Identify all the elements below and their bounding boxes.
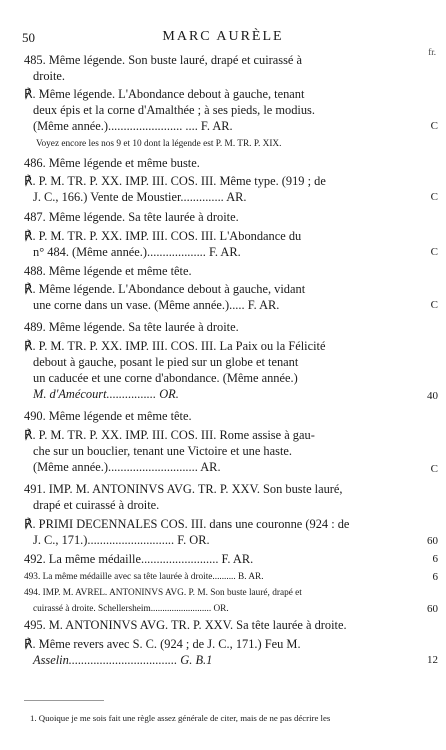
entry-value: C [430, 463, 438, 475]
entry-486 [24, 155, 416, 171]
entry-489-reverse [24, 338, 438, 402]
entry-line: ℟. P. M. TR. P. XX. IMP. III. COS. III. Rome assise à gau- [24, 428, 315, 442]
entry-487 [24, 209, 416, 225]
entry-line: drapé et cuirassé à droite. [33, 498, 160, 512]
entry-485-reverse [24, 86, 438, 134]
entry-line: droite. [33, 69, 65, 83]
entry-line: M. d'Amécourt................ OR. [33, 387, 179, 401]
entry-492 [24, 551, 438, 567]
entry-line: 485. Même légende. Son buste lauré, drapé et cuirassé à [24, 53, 303, 67]
entry-value: 12 [427, 654, 438, 666]
entry-line: n° 484. (Même année.)................... F. AR. [33, 245, 241, 259]
entry-line: 488. Même légende et même tête. [24, 264, 192, 278]
entry-line: une corne dans un vase. (Même année.)..... F. AR. [33, 298, 280, 312]
entry-line: 490. Même légende et même tête. [24, 409, 192, 423]
entry-488-reverse [24, 281, 438, 313]
entry-line: debout à gauche, posant le pied sur un globe et tenant [33, 355, 299, 369]
entry-495 [24, 617, 416, 633]
entry-line: Asselin................................... G. B.1 [33, 653, 213, 667]
entry-value: 6 [432, 553, 438, 565]
entry-line: ℟. Même revers avec S. C. (924 ; de J. C., 171.) Feu M. [24, 637, 301, 651]
entry-485 [24, 52, 416, 84]
entry-493 [24, 569, 438, 585]
entry-line: cuirassé à droite. Schellersheim.......................... OR. [33, 604, 229, 614]
entry-494 [24, 585, 438, 617]
entry-488 [24, 263, 416, 279]
entry-495-reverse [24, 636, 438, 668]
entry-line: ℟. P. M. TR. P. XX. IMP. III. COS. III. L'Abondance du [24, 229, 302, 243]
entry-line: 493. La même médaille avec sa tête laurée à droite.......... B. AR. [24, 572, 264, 582]
entry-value: 40 [427, 390, 438, 402]
entry-line: ℟. Même légende. L'Abondance debout à gauche, vidant [24, 282, 306, 296]
entry-value: 6 [432, 571, 438, 583]
entry-491-reverse [24, 516, 438, 548]
entry-line: (Même année.)............................. AR. [33, 460, 221, 474]
currency-header: fr. [428, 47, 436, 57]
entry-491 [24, 481, 416, 513]
entry-line: ℟. PRIMI DECENNALES COS. III. dans une couronne (924 : de [24, 517, 350, 531]
entry-line: ℟. P. M. TR. P. XX. IMP. III. COS. III. Même type. (919 ; de [24, 174, 326, 188]
entry-value: C [430, 191, 438, 203]
entry-line: 492. La même médaille......................... F. AR. [24, 552, 254, 566]
entry-486-reverse [24, 173, 438, 205]
entry-line: 489. Même légende. Sa tête laurée à droite. [24, 320, 239, 334]
entry-line: 491. IMP. M. ANTONINVS AVG. TR. P. XXV. Son buste lauré, [24, 482, 343, 496]
entry-line: 486. Même légende et même buste. [24, 156, 200, 170]
entry-line: che sur un bouclier, tenant une Victoire et une haste. [33, 444, 292, 458]
entry-value: C [430, 299, 438, 311]
entry-line: J. C., 166.) Vente de Moustier.............. AR. [33, 190, 247, 204]
entry-line: un caducée et une corne d'abondance. (Même année.) [33, 371, 298, 385]
note-see-also [36, 136, 428, 152]
entry-487-reverse [24, 228, 438, 260]
entry-line: 487. Même légende. Sa tête laurée à droite. [24, 210, 239, 224]
footnote: 1. Quoique je me sois fait une règle assez générale de citer, mais de ne pas décrire les [30, 713, 331, 723]
entry-490 [24, 408, 416, 424]
entry-line: 494. IMP. M. AVREL. ANTONINVS AVG. P. M. Son buste lauré, drapé et [24, 588, 302, 598]
entry-value: 60 [427, 603, 438, 615]
entry-line: ℟. P. M. TR. P. XX. IMP. III. COS. III. La Paix ou la Félicité [24, 339, 326, 353]
entry-line: Voyez encore les nos 9 et 10 dont la légende est P. M. TR. P. XIX. [36, 139, 282, 149]
footnote-divider [24, 700, 104, 701]
entry-line: J. C., 171.)............................ F. OR. [33, 533, 210, 547]
entry-line: 495. M. ANTONINVS AVG. TR. P. XXV. Sa tête laurée à droite. [24, 618, 347, 632]
entry-value: C [430, 246, 438, 258]
entry-line: deux épis et la corne d'Amalthée ; à ses pieds, le modius. [33, 103, 315, 117]
entry-value: 60 [427, 535, 438, 547]
running-title: MARC AURÈLE [162, 29, 284, 44]
entry-490-reverse [24, 427, 438, 475]
entry-line: (Même année.)........................ .... F. AR. [33, 119, 233, 133]
page-number: 50 [22, 30, 35, 45]
entry-489 [24, 319, 416, 335]
entry-line: ℟. Même légende. L'Abondance debout à gauche, tenant [24, 87, 305, 101]
entry-value: C [430, 120, 438, 132]
